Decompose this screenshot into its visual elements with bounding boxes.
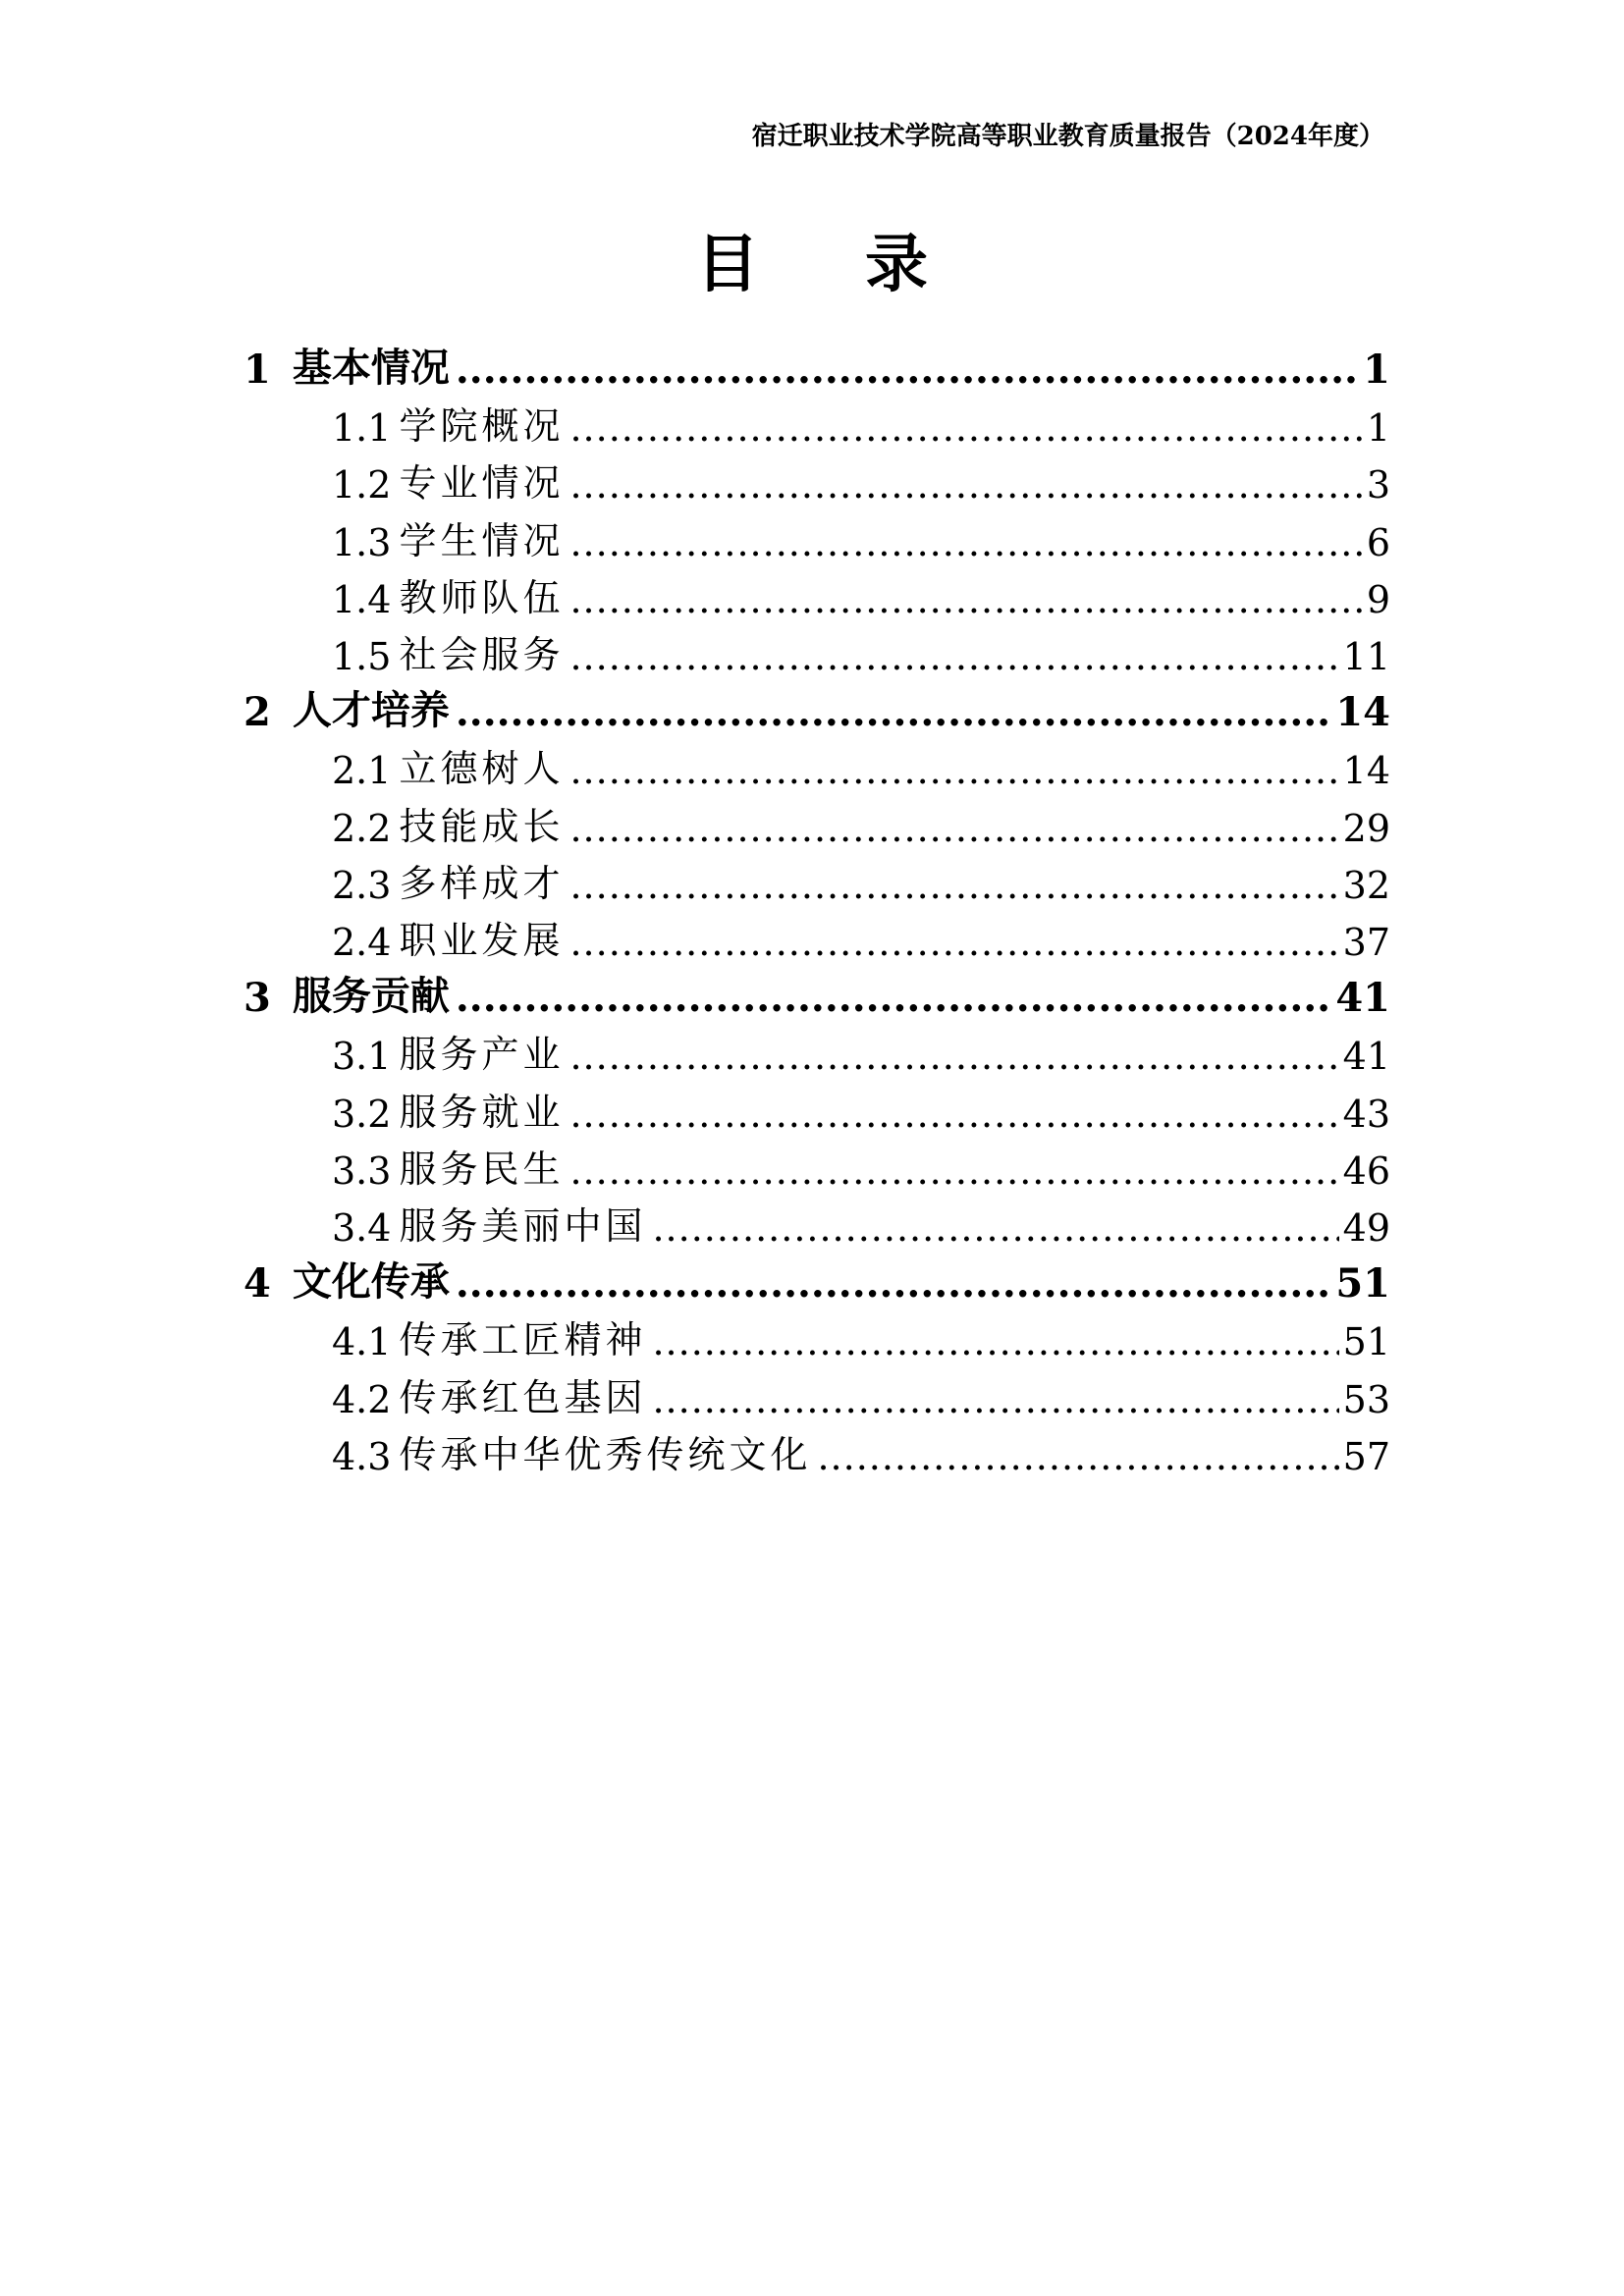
toc-leader-dots — [569, 921, 1338, 964]
toc-entry-number: 2 — [244, 689, 271, 736]
toc-leader-dots — [569, 1093, 1338, 1136]
toc-entry[interactable] — [332, 733, 1390, 792]
toc-leader-dots — [569, 1149, 1338, 1193]
toc-leader-dots — [817, 1435, 1338, 1478]
toc-entry[interactable] — [332, 1419, 1390, 1478]
page-title — [0, 214, 1624, 304]
toc-entry-label: 文化传承 — [292, 1258, 450, 1306]
toc-entry[interactable] — [332, 905, 1390, 964]
toc-leader-dots — [569, 807, 1338, 850]
toc-entry[interactable] — [332, 619, 1390, 678]
toc-leader-dots — [569, 463, 1362, 507]
toc-entry-label: 教师队伍 — [399, 575, 565, 619]
toc-entry-number: 3.4 — [332, 1206, 392, 1250]
toc-entry-number: 3.2 — [332, 1092, 392, 1136]
toc-entry-label: 传承工匠精神 — [399, 1318, 647, 1362]
toc-entry-page: 37 — [1342, 921, 1390, 964]
title-char-1: 目 — [696, 228, 759, 301]
toc-entry-number: 2.2 — [332, 806, 392, 850]
toc-entry-page: 14 — [1342, 749, 1390, 793]
toc-entry-page: 51 — [1335, 1260, 1390, 1308]
toc-entry-label: 服务产业 — [399, 1033, 565, 1077]
toc-entry-number: 1.3 — [332, 520, 392, 564]
toc-entry-label: 社会服务 — [399, 633, 565, 676]
toc-entry[interactable] — [244, 1248, 1390, 1307]
toc-entry[interactable] — [332, 506, 1390, 564]
toc-entry-page: 41 — [1335, 975, 1390, 1022]
toc-leader-dots — [652, 1320, 1338, 1363]
toc-entry[interactable] — [244, 334, 1390, 393]
toc-entry-number: 4.3 — [332, 1434, 392, 1478]
toc-entry-number: 1.2 — [332, 463, 392, 507]
toc-entry-label: 服务贡献 — [292, 973, 450, 1020]
toc-entry-label: 技能成长 — [399, 804, 565, 848]
toc-entry-label: 基本情况 — [292, 345, 450, 391]
toc-entry-label: 学院概况 — [399, 404, 565, 449]
toc-leader-dots — [456, 347, 1359, 393]
toc-entry-number: 2.1 — [332, 749, 392, 793]
toc-entry-page: 57 — [1342, 1434, 1390, 1478]
toc-entry-page: 41 — [1342, 1035, 1390, 1079]
toc-entry-number: 3 — [244, 975, 271, 1022]
toc-leader-dots — [456, 975, 1331, 1021]
toc-entry-page: 53 — [1342, 1377, 1390, 1421]
toc-entry[interactable] — [244, 676, 1390, 735]
toc-entry-page: 3 — [1366, 463, 1390, 507]
toc-entry-number: 1.4 — [332, 577, 392, 621]
toc-entry-label: 传承中华优秀传统文化 — [399, 1432, 812, 1476]
toc-entry-page: 11 — [1342, 635, 1390, 678]
toc-entry[interactable] — [244, 962, 1390, 1021]
toc-entry-label: 职业发展 — [399, 919, 565, 962]
toc-entry-number: 4.2 — [332, 1377, 392, 1421]
toc-leader-dots — [456, 1260, 1331, 1307]
toc-entry-page: 1 — [1363, 347, 1390, 393]
toc-entry[interactable] — [332, 1362, 1390, 1421]
toc-entry-page: 6 — [1366, 520, 1390, 564]
toc-entry[interactable] — [332, 448, 1390, 507]
toc-entry-label: 学生情况 — [399, 518, 565, 562]
toc-entry-label: 多样成才 — [399, 861, 565, 905]
toc-entry-number: 1.1 — [332, 406, 392, 451]
toc-entry[interactable] — [332, 1019, 1390, 1078]
toc-entry[interactable] — [332, 391, 1390, 450]
toc-leader-dots — [569, 864, 1338, 907]
toc-entry-page: 43 — [1342, 1092, 1390, 1136]
toc-entry-page: 1 — [1366, 406, 1390, 451]
toc-entry-page: 14 — [1335, 689, 1390, 736]
toc-entry-page: 49 — [1342, 1206, 1390, 1250]
toc-entry-number: 2.4 — [332, 921, 392, 964]
toc-leader-dots — [569, 1035, 1338, 1078]
toc-entry-number: 3.1 — [332, 1035, 392, 1079]
toc-entry[interactable] — [332, 791, 1390, 850]
toc-entry[interactable] — [332, 1134, 1390, 1193]
toc-entry-number: 4.1 — [332, 1320, 392, 1364]
toc-entry[interactable] — [332, 848, 1390, 907]
toc-entry-number: 2.3 — [332, 863, 392, 907]
toc-entry[interactable] — [332, 1191, 1390, 1250]
toc-entry-label: 服务美丽中国 — [399, 1204, 647, 1248]
toc-entry[interactable] — [332, 562, 1390, 621]
toc-leader-dots — [652, 1206, 1338, 1250]
toc-entry-number: 4 — [244, 1260, 271, 1308]
toc-entry-page: 32 — [1342, 863, 1390, 907]
title-char-2: 录 — [865, 228, 928, 301]
toc-leader-dots — [569, 521, 1362, 564]
toc-entry-label: 服务民生 — [399, 1147, 565, 1191]
toc-leader-dots — [569, 635, 1338, 678]
toc-entry-label: 人才培养 — [292, 687, 450, 734]
toc-entry[interactable] — [332, 1305, 1390, 1363]
toc-leader-dots — [652, 1378, 1338, 1421]
toc-entry-label: 传承红色基因 — [399, 1375, 647, 1419]
toc-entry[interactable] — [332, 1077, 1390, 1136]
running-header: 宿迁职业技术学院高等职业教育质量报告（2024年度） — [751, 122, 1384, 151]
toc-entry-page: 29 — [1342, 806, 1390, 850]
toc-entry-page: 51 — [1342, 1320, 1390, 1364]
toc-entry-page: 46 — [1342, 1148, 1390, 1193]
toc-leader-dots — [569, 749, 1338, 792]
toc-entry-label: 服务就业 — [399, 1090, 565, 1134]
toc-entry-number: 3.3 — [332, 1148, 392, 1193]
toc-entry-number: 1 — [244, 347, 271, 393]
toc-leader-dots — [456, 689, 1331, 735]
toc-leader-dots — [569, 578, 1362, 621]
toc-entry-label: 立德树人 — [399, 747, 565, 791]
toc-entry-page: 9 — [1366, 577, 1390, 621]
toc-entry-number: 1.5 — [332, 635, 392, 678]
toc-entry-label: 专业情况 — [399, 461, 565, 506]
toc-leader-dots — [569, 406, 1362, 450]
